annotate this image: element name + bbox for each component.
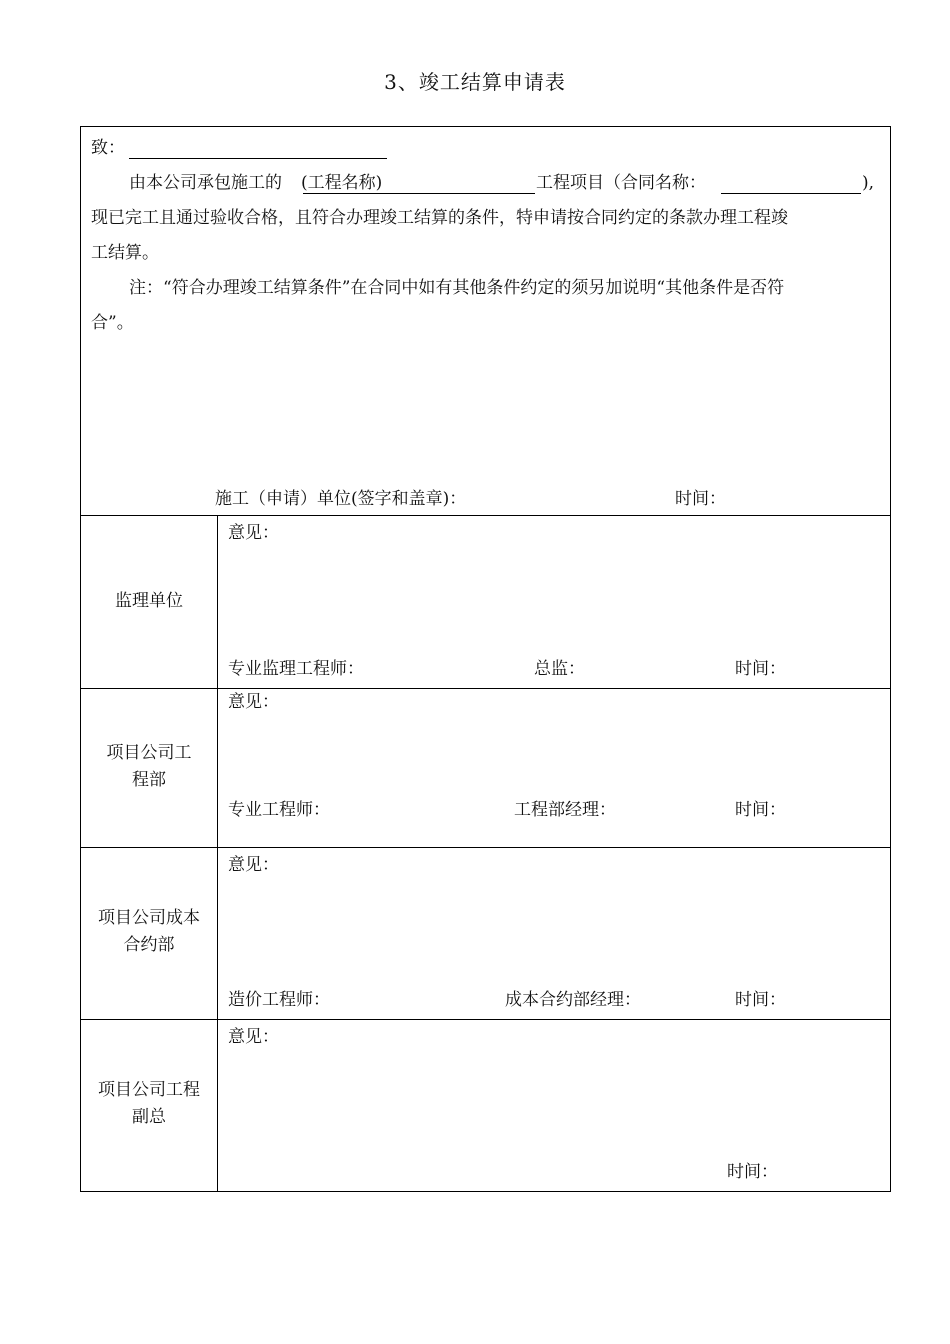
row-divider <box>81 1019 890 1020</box>
row-label-line: 项目公司工 <box>106 743 192 763</box>
note-line2: 合”。 <box>91 313 134 333</box>
project-name-label: (工程名称) <box>301 173 383 193</box>
form-title: 3、竣工结算申请表 <box>384 70 566 94</box>
row-label-cost-contract-dept <box>81 905 217 959</box>
engineering-manager-label: 工程部经理： <box>514 800 616 820</box>
to-recipient-field[interactable] <box>129 158 387 159</box>
cost-engineer-label: 造价工程师： <box>228 990 330 1010</box>
row-label-line: 合约部 <box>123 935 175 955</box>
time-label: 时间： <box>735 800 786 820</box>
row-label-supervision <box>81 588 217 615</box>
opinion-label: 意见： <box>228 692 279 712</box>
column-divider <box>217 515 218 1191</box>
row-label-line: 副总 <box>132 1107 166 1127</box>
time-label: 时间： <box>735 990 786 1010</box>
chief-supervisor-label: 总监： <box>534 659 585 679</box>
opinion-label: 意见： <box>228 1027 279 1047</box>
row-divider <box>81 847 890 848</box>
project-name-field[interactable] <box>303 193 535 194</box>
time-label: 时间： <box>727 1162 778 1182</box>
row-label-engineering-dept <box>81 740 217 794</box>
note-line1: 注：“符合办理竣工结算条件”在合同中如有其他条件约定的须另加说明“其他条件是否符 <box>129 278 785 298</box>
row-label-line: 项目公司工程 <box>98 1080 200 1100</box>
applicant-time-label: 时间： <box>675 489 726 509</box>
line1-end: ), <box>862 173 875 193</box>
row-label-line: 监理单位 <box>115 591 183 611</box>
contract-name-field[interactable] <box>721 193 861 194</box>
row-divider <box>81 515 890 516</box>
opinion-label: 意见： <box>228 855 279 875</box>
professional-engineer-label: 专业工程师： <box>228 800 330 820</box>
opinion-label: 意见： <box>228 523 279 543</box>
row-divider <box>81 688 890 689</box>
time-label: 时间： <box>735 659 786 679</box>
applicant-signature-label: 施工（申请）单位(签字和盖章)： <box>215 489 467 509</box>
row-label-line: 项目公司成本 <box>98 908 200 928</box>
cost-contract-manager-label: 成本合约部经理： <box>505 990 641 1010</box>
row-label-deputy-gm <box>81 1077 217 1131</box>
to-label: 致： <box>91 138 125 158</box>
line1-start: 由本公司承包施工的 <box>129 173 282 193</box>
line3: 工结算。 <box>91 243 159 263</box>
line1-mid: 工程项目（合同名称： <box>536 173 706 193</box>
supervision-engineer-label: 专业监理工程师： <box>228 659 364 679</box>
line2: 现已完工且通过验收合格，且符合办理竣工结算的条件，特申请按合同约定的条款办理工程竣 <box>91 208 788 228</box>
row-label-line: 程部 <box>132 770 166 790</box>
settlement-application-form <box>80 126 891 1192</box>
